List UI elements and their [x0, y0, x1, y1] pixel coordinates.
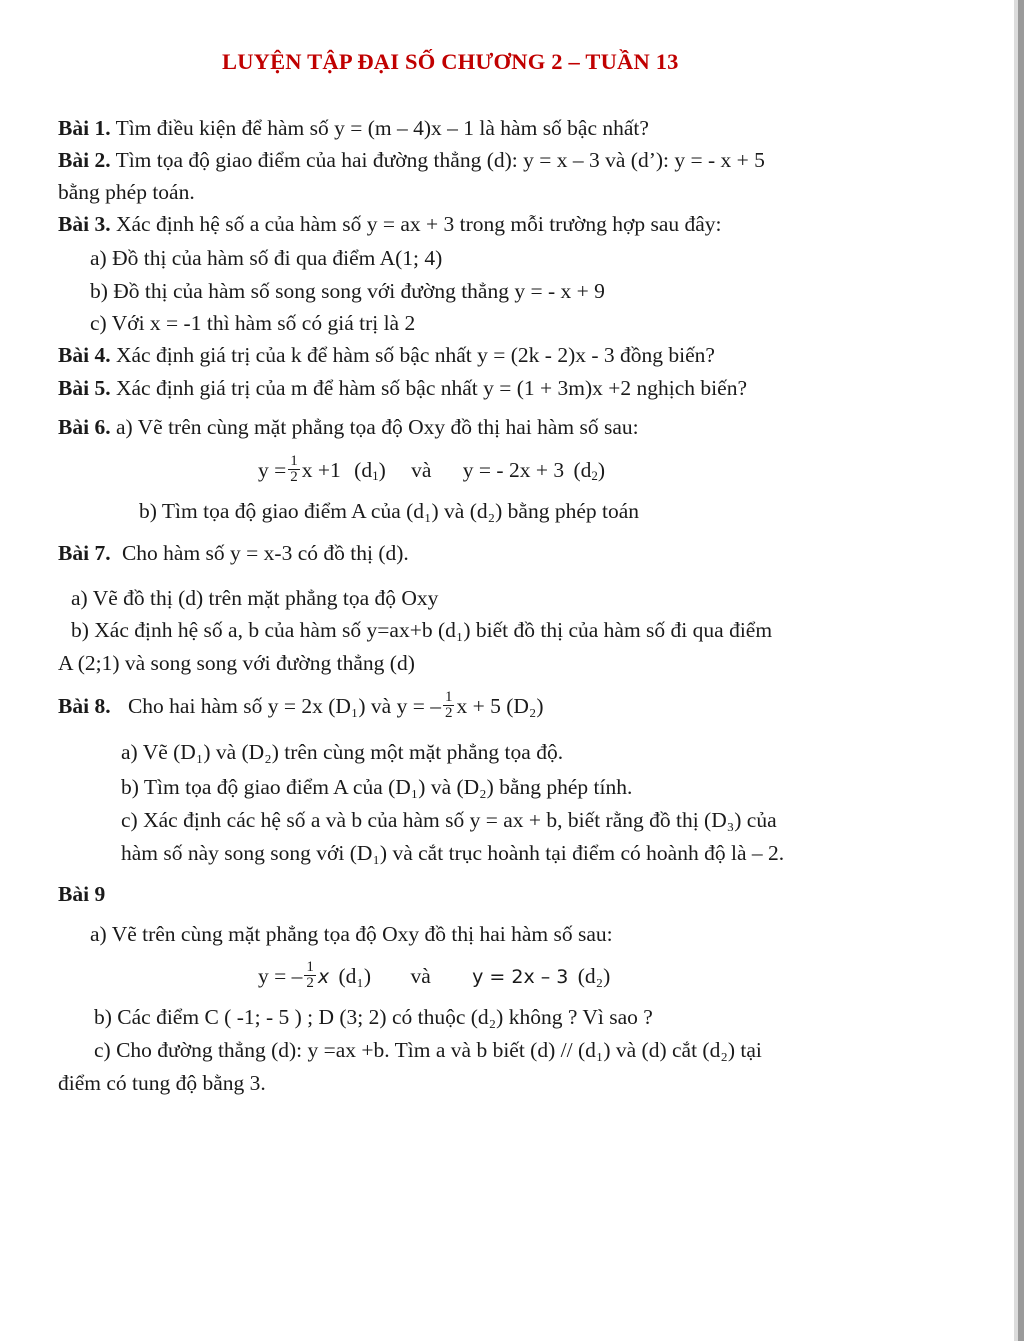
exercise-6-equations	[258, 452, 606, 488]
fraction-one-half	[288, 454, 300, 485]
exercise-8-label: Bài 8.	[58, 694, 111, 718]
eq9-d2: y = 2x – 3	[472, 966, 569, 988]
exercise-6-label: Bài 6.	[58, 415, 111, 439]
exercise-7	[58, 539, 409, 567]
eq-d1-rhs: x +1	[301, 458, 341, 482]
and-word-9: và	[410, 964, 431, 988]
exercise-6-text: a) Vẽ trên cùng mặt phẳng tọa độ Oxy đồ thị hai hàm số sau:	[115, 415, 639, 439]
exercise-2	[58, 146, 765, 174]
exercise-3-text: Xác định hệ số a của hàm số y = ax + 3 trong mỗi trường hợp sau đây:	[115, 212, 722, 236]
exercise-6b: b) Tìm tọa độ giao điểm A của (d₁) và (d₂) bằng phép toán	[139, 499, 640, 523]
frac-num: 1	[290, 452, 298, 469]
exercise-8a: a) Vẽ (D₁) và (D₂) trên cùng một mặt phẳng tọa độ.	[121, 740, 564, 764]
eq9-d2-name: (d₂)	[577, 964, 611, 988]
frac-den: 2	[306, 974, 314, 991]
exercise-3b: b) Đồ thị của hàm số song song với đường thẳng y = - x + 9	[90, 279, 605, 303]
exercise-8c: c) Xác định các hệ số a và b của hàm số y = ax + b, biết rằng đồ thị (D₃) của	[121, 808, 777, 832]
eq9-d1-lhs: y = –	[258, 964, 303, 988]
frac-den: 2	[444, 704, 453, 721]
exercise-5-label: Bài 5.	[58, 376, 111, 400]
exercise-3-label: Bài 3.	[58, 212, 111, 236]
paren-close: )	[378, 458, 386, 482]
exercise-9c: c) Cho đường thẳng (d): y =ax +b. Tìm a và b biết (d) // (d₁) và (d) cắt (d₂) tại	[94, 1038, 762, 1062]
exercise-7b: b) Xác định hệ số a, b của hàm số y=ax+b (d₁) biết đồ thị của hàm số đi qua điểm	[71, 618, 773, 642]
exercise-5-text: Xác định giá trị của m để hàm số bậc nhất y = (1 + 3m)x +2 nghịch biến?	[115, 376, 747, 400]
exercise-1	[58, 114, 649, 142]
exercise-4-text: Xác định giá trị của k để hàm số bậc nhất y = (2k - 2)x - 3 đồng biến?	[115, 343, 715, 367]
exercise-9a: a) Vẽ trên cùng mặt phẳng tọa độ Oxy đồ thị hai hàm số sau:	[90, 922, 613, 946]
frac-den: 2	[290, 468, 298, 485]
exercise-8	[58, 688, 544, 724]
exercise-5	[58, 374, 747, 402]
exercise-8b: b) Tìm tọa độ giao điểm A của (D₁) và (D₂) bằng phép tính.	[121, 775, 633, 799]
exercise-8c-cont: hàm số này song song với (D₁) và cắt trục hoành tại điểm có hoành độ là – 2.	[121, 841, 785, 865]
frac-num: 1	[306, 958, 314, 975]
page-title: LUYỆN TẬP ĐẠI SỐ CHƯƠNG 2 – TUẦN 13	[222, 49, 679, 74]
exercise-1-label: Bài 1.	[58, 116, 111, 140]
exercise-1-text: Tìm điều kiện để hàm số y = (m – 4)x – 1 là hàm số bậc nhất?	[115, 116, 649, 140]
eq9-d1-name: (d₁)	[338, 964, 372, 988]
exercise-8-text: Cho hai hàm số y = 2x (D₁) và y = –	[127, 694, 441, 718]
exercise-3c: c) Với x = -1 thì hàm số có giá trị là 2	[90, 311, 416, 335]
exercise-9-label: Bài 9	[58, 882, 106, 906]
eq-d2-name: (d	[573, 458, 592, 482]
sub-1: 1	[372, 468, 379, 483]
eq-d1-lhs: y =	[258, 458, 287, 482]
eq-d2: y = - 2x + 3	[462, 458, 565, 482]
exercise-3a: a) Đồ thị của hàm số đi qua điểm A(1; 4)	[90, 246, 443, 270]
and-word: và	[411, 458, 432, 482]
exercise-9-equations	[258, 958, 611, 994]
exercise-2-cont: bằng phép toán.	[58, 180, 195, 204]
exercise-9c-cont: điểm có tung độ bằng 3.	[58, 1071, 266, 1095]
exercise-3	[58, 210, 722, 238]
eq9-var: x	[317, 966, 330, 988]
sub-2: 2	[591, 468, 598, 483]
exercise-2-label: Bài 2.	[58, 148, 111, 172]
exercise-7b-cont: A (2;1) và song song với đường thẳng (d)	[58, 651, 415, 675]
eq-d1-name: (d	[354, 458, 373, 482]
exercise-7-text: Cho hàm số y = x-3 có đồ thị (d).	[121, 541, 409, 565]
exercise-4-label: Bài 4.	[58, 343, 111, 367]
paren-close-2: )	[597, 458, 606, 482]
exercise-7a: a) Vẽ đồ thị (d) trên mặt phẳng tọa độ Oxy	[71, 586, 439, 610]
exercise-9b: b) Các điểm C ( -1; - 5 ) ; D (3; 2) có thuộc (d₂) không ? Vì sao ?	[94, 1005, 653, 1029]
fraction-one-half-b8	[443, 690, 455, 721]
page-edge-shadow	[1018, 0, 1024, 1341]
exercise-6	[58, 413, 639, 441]
frac-num: 1	[444, 688, 453, 705]
exercise-8-text-post: x + 5 (D₂)	[456, 694, 544, 718]
exercise-4	[58, 341, 715, 369]
exercise-2-text: Tìm tọa độ giao điểm của hai đường thẳng (d): y = x – 3 và (d’): y = - x + 5	[115, 148, 765, 172]
exercise-7-label: Bài 7.	[58, 541, 111, 565]
fraction-one-half-b9	[304, 960, 316, 991]
